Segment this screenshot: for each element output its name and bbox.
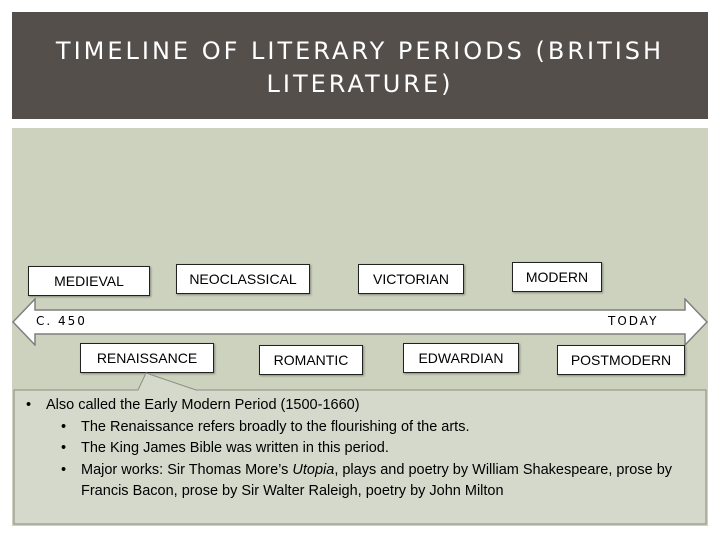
- period-medieval[interactable]: MEDIEVAL: [28, 266, 150, 296]
- period-postmodern[interactable]: POSTMODERN: [557, 345, 685, 375]
- timeline-end-label: TODAY: [608, 314, 659, 328]
- period-edwardian[interactable]: EDWARDIAN: [403, 343, 519, 373]
- period-romantic[interactable]: ROMANTIC: [259, 345, 363, 375]
- page-title: TIMELINE OF LITERARY PERIODS (BRITISH LITERATURE): [55, 36, 665, 98]
- callout-bullet-3-suffix: , plays and poetry by William Shakespeare, prose by Francis Bacon, prose by Sir Walter Raleigh, poetry by John Milton: [81, 461, 673, 499]
- period-modern[interactable]: MODERN: [512, 262, 602, 292]
- period-victorian[interactable]: VICTORIAN: [358, 264, 464, 294]
- callout-bullet-2: • The King James Bible was written in this period.: [14, 438, 706, 460]
- period-neoclassical[interactable]: NEOCLASSICAL: [176, 264, 310, 294]
- utopia-title: Utopia: [292, 461, 335, 478]
- callout-bullet-3: [14, 460, 706, 503]
- period-renaissance[interactable]: RENAISSANCE: [80, 343, 214, 373]
- renaissance-callout: [14, 390, 706, 524]
- timeline-start-label: C. 450: [36, 314, 87, 328]
- callout-heading: • Also called the Early Modern Period (1500-1660): [14, 395, 706, 417]
- callout-bullet-1: • The Renaissance refers broadly to the flourishing of the arts.: [14, 417, 706, 439]
- callout-bullet-3-prefix: Major works: Sir Thomas More’s: [81, 461, 293, 478]
